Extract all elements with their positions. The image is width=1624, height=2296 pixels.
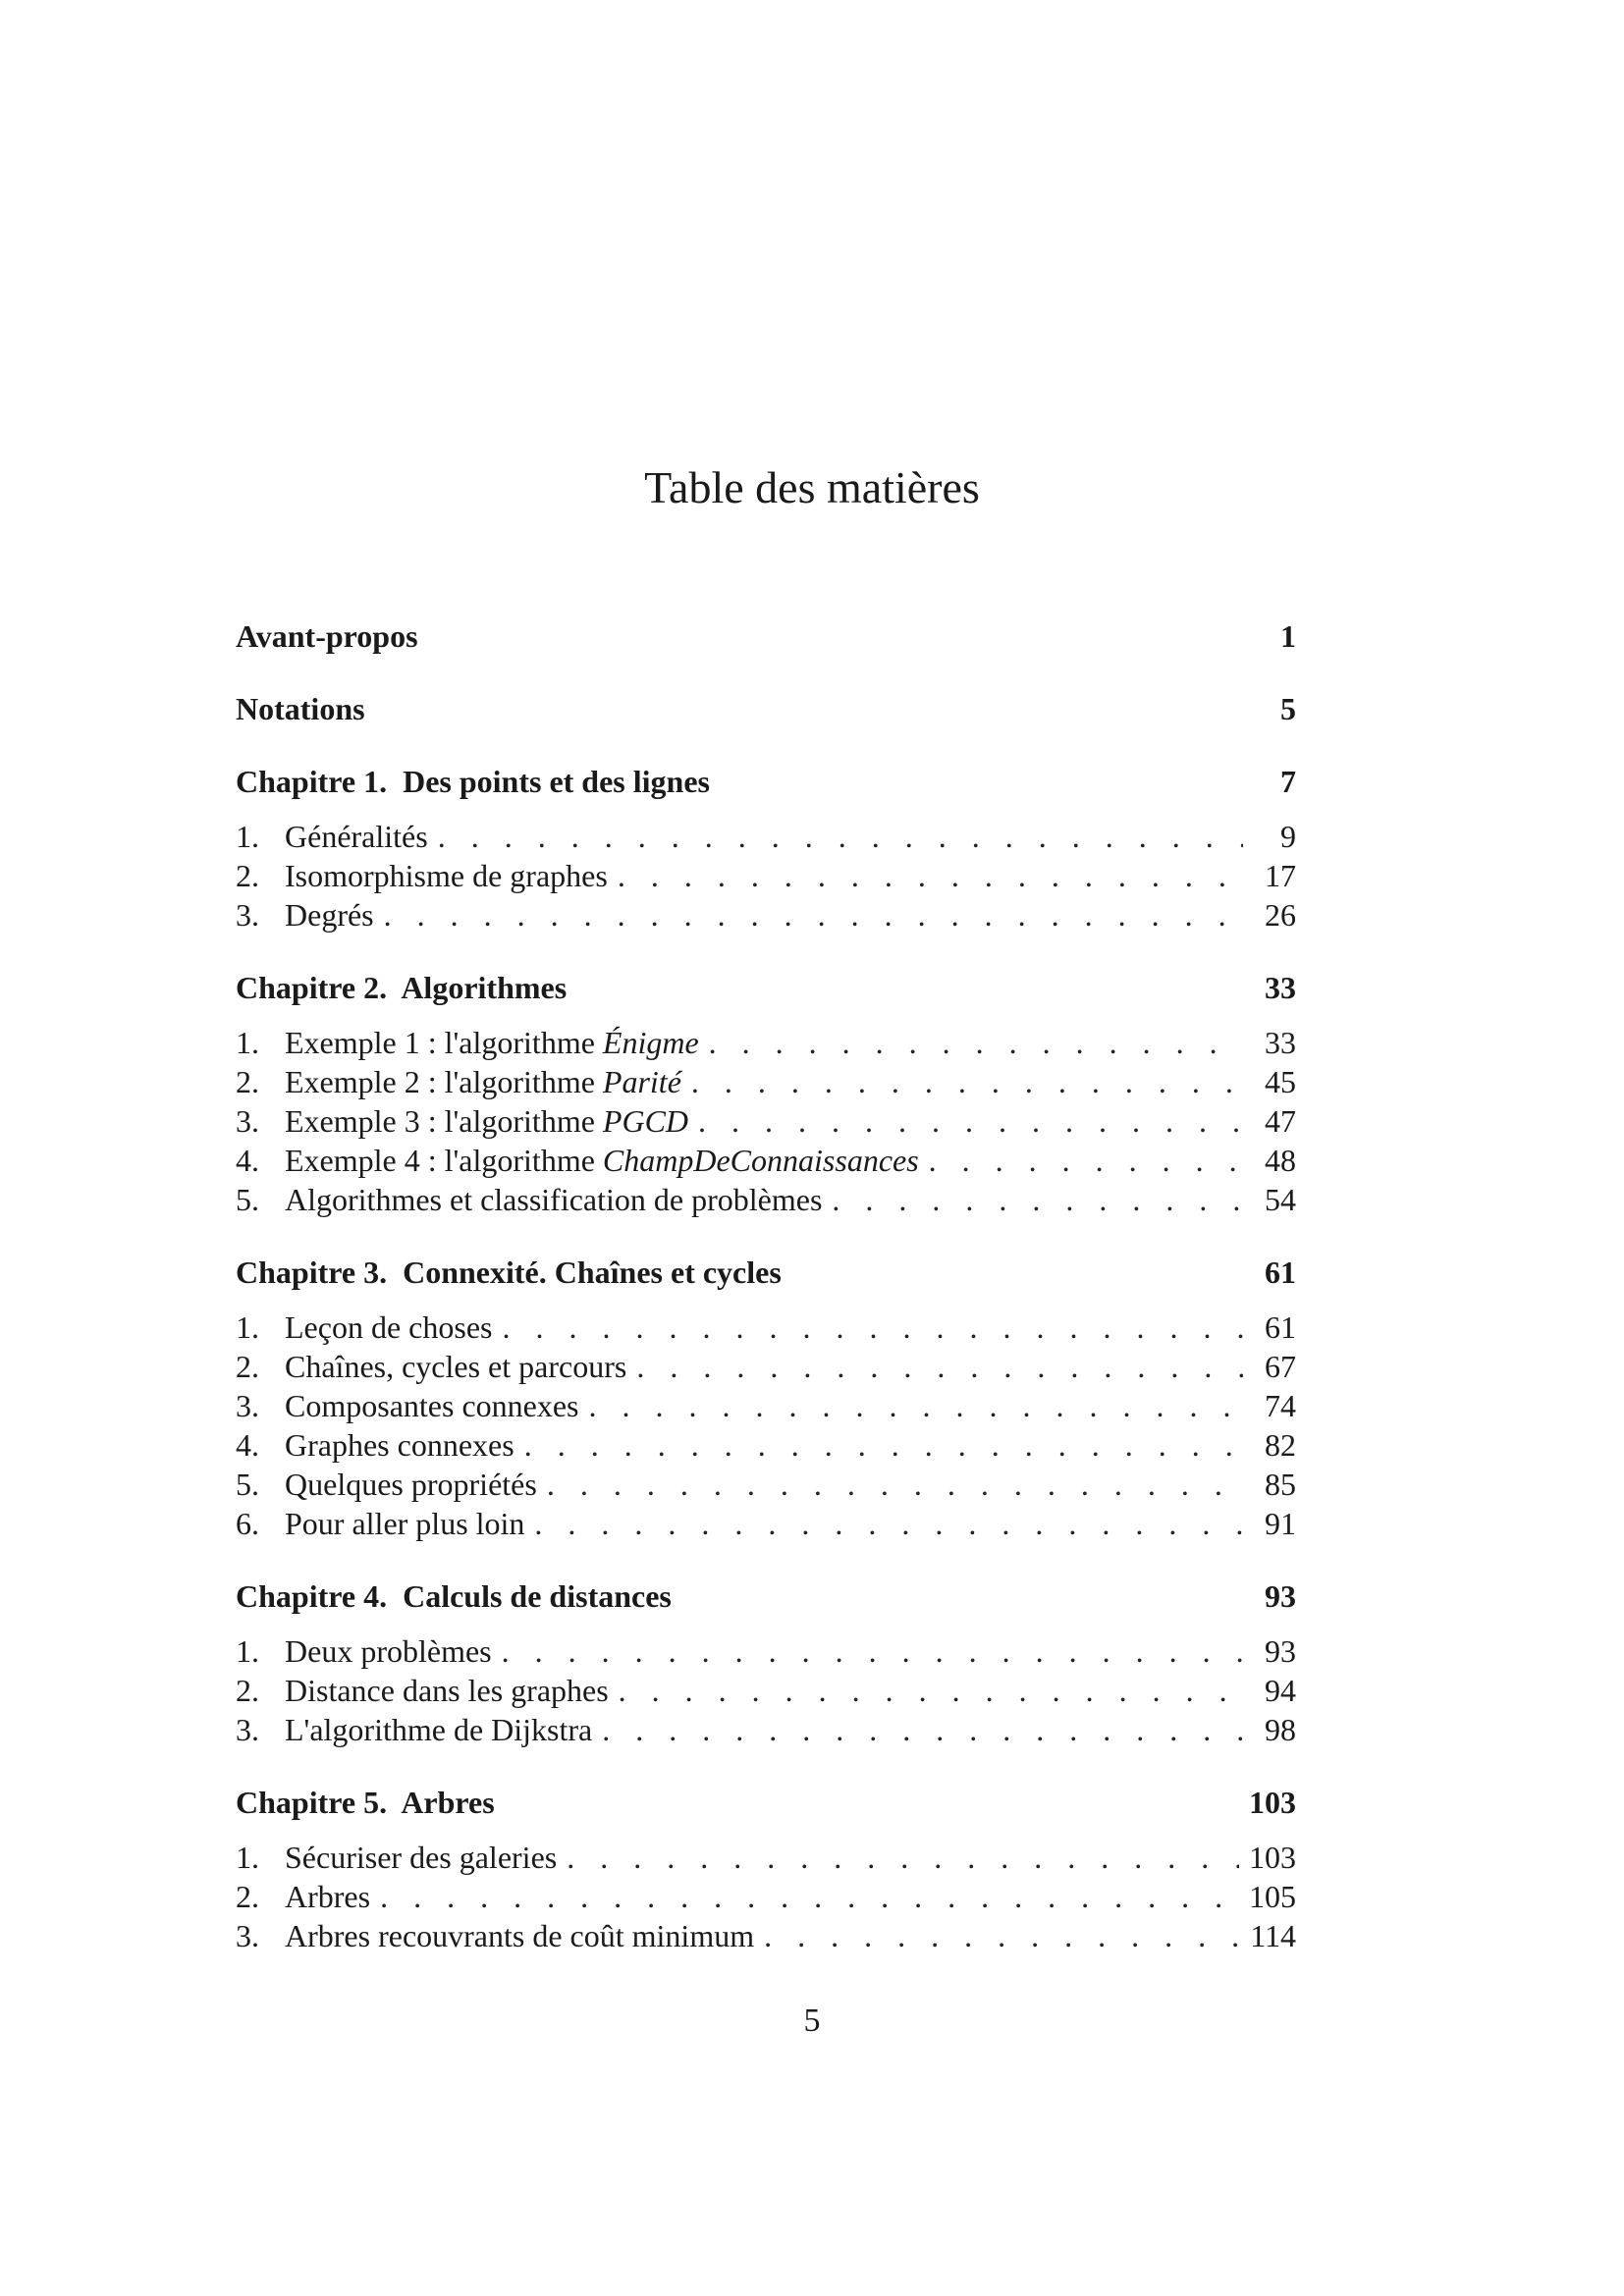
section-number: 1.: [236, 1840, 259, 1875]
section-title-italic: ChampDeConnaissances: [602, 1143, 919, 1178]
toc-entry[interactable]: [236, 1838, 1296, 1877]
dot-leader: [534, 1504, 1243, 1543]
section-title: [285, 1062, 681, 1101]
section-title: [285, 1347, 626, 1386]
section-title: [285, 1023, 699, 1062]
section-number: 3.: [236, 1388, 259, 1423]
section-title-text: Exemple 2 : l'algorithme: [285, 1064, 603, 1099]
section-title-text: Leçon de choses: [285, 1309, 493, 1345]
dot-leader: [589, 1386, 1244, 1425]
section-page: 9: [1280, 819, 1296, 854]
section-title: [285, 1101, 688, 1141]
section-title-text: Arbres: [285, 1879, 371, 1914]
chapter-heading[interactable]: [236, 1253, 1296, 1292]
chapter-title: Chapitre 5. Arbres: [236, 1785, 495, 1820]
section-number: 5.: [236, 1182, 259, 1217]
section-page: 114: [1250, 1918, 1296, 1953]
section-title-italic: PGCD: [602, 1103, 689, 1139]
section-page: 48: [1265, 1143, 1296, 1178]
toc-entry[interactable]: [236, 1180, 1296, 1219]
section-number: 3.: [236, 1712, 259, 1747]
page-title: Table des matières: [644, 462, 980, 512]
dot-leader: [832, 1180, 1243, 1219]
entry-title: Avant-propos: [236, 618, 418, 654]
section-title-italic: Énigme: [602, 1025, 699, 1060]
section-number: 1.: [236, 1309, 259, 1345]
section-number: 1.: [236, 819, 259, 854]
section-number: 1.: [236, 1025, 259, 1060]
dot-leader: [764, 1916, 1240, 1955]
section-page: 94: [1265, 1673, 1296, 1708]
dot-leader: [709, 1023, 1243, 1062]
section-page: 17: [1265, 858, 1296, 893]
section-title-text: Pour aller plus loin: [285, 1506, 525, 1541]
dot-leader: [547, 1465, 1243, 1504]
chapter-heading[interactable]: [236, 968, 1296, 1007]
section-page: 98: [1265, 1712, 1296, 1747]
section-title-text: Graphes connexes: [285, 1427, 514, 1463]
section-title-text: Isomorphisme de graphes: [285, 858, 608, 893]
toc-entry[interactable]: [236, 1141, 1296, 1180]
section-title: [285, 895, 374, 934]
dot-leader: [618, 856, 1243, 895]
dot-leader: [619, 1671, 1243, 1710]
chapter-page: 7: [1280, 764, 1296, 799]
toc-entry[interactable]: [236, 817, 1296, 856]
chapter-page: 103: [1249, 1785, 1296, 1820]
chapter-list: [236, 762, 1296, 1955]
toc-entry[interactable]: [236, 1710, 1296, 1749]
section-title-text: Exemple 3 : l'algorithme: [285, 1103, 603, 1139]
section-title: [285, 1386, 579, 1425]
section-number: 2.: [236, 1064, 259, 1099]
section-page: 93: [1265, 1633, 1296, 1669]
section-title-text: Quelques propriétés: [285, 1467, 537, 1502]
dot-leader: [636, 1347, 1243, 1386]
dot-leader: [524, 1425, 1243, 1465]
section-number: 2.: [236, 858, 259, 893]
section-page: 26: [1265, 897, 1296, 933]
section-number: 2.: [236, 1673, 259, 1708]
section-title: [285, 1308, 492, 1347]
page-number: 5: [803, 2002, 821, 2039]
toc-entry[interactable]: [236, 1916, 1296, 1955]
section-number: 4.: [236, 1427, 259, 1463]
section-number: 2.: [236, 1349, 259, 1384]
section-title-text: Généralités: [285, 819, 428, 854]
entry-page: 5: [1280, 691, 1296, 726]
section-title-italic: Parité: [602, 1064, 681, 1099]
dot-leader: [698, 1101, 1243, 1141]
section-title: [285, 1877, 370, 1916]
chapter-heading[interactable]: [236, 762, 1296, 801]
chapter-page: 33: [1265, 970, 1296, 1005]
section-number: 6.: [236, 1506, 259, 1541]
section-page: 74: [1265, 1388, 1296, 1423]
section-title-text: Deux problèmes: [285, 1633, 492, 1669]
toc-entry[interactable]: [236, 1504, 1296, 1543]
section-title: [285, 1710, 592, 1749]
section-number: 3.: [236, 1918, 259, 1953]
section-page: 103: [1249, 1840, 1296, 1875]
toc-entry[interactable]: [236, 1465, 1296, 1504]
section-title: [285, 1916, 754, 1955]
chapter-block: [236, 1576, 1296, 1749]
section-page: 67: [1265, 1349, 1296, 1384]
chapter-block: [236, 1783, 1296, 1955]
toc-entry[interactable]: [236, 1425, 1296, 1465]
dot-leader: [602, 1710, 1243, 1749]
dot-leader: [380, 1877, 1239, 1916]
section-number: 1.: [236, 1633, 259, 1669]
toc-entry-notations[interactable]: [236, 689, 1296, 728]
toc-entry[interactable]: [236, 1308, 1296, 1347]
section-page: 85: [1265, 1467, 1296, 1502]
section-number: 3.: [236, 897, 259, 933]
section-title: [285, 856, 608, 895]
chapter-heading[interactable]: [236, 1576, 1296, 1616]
toc-entry[interactable]: [236, 1877, 1296, 1916]
section-page: 45: [1265, 1064, 1296, 1099]
section-page: 47: [1265, 1103, 1296, 1139]
toc-entry[interactable]: [236, 856, 1296, 895]
section-number: 4.: [236, 1143, 259, 1178]
section-title-text: Algorithmes et classification de problèmes: [285, 1182, 823, 1217]
toc-entry-avant-propos[interactable]: [236, 616, 1296, 656]
section-title: [285, 1141, 919, 1180]
dot-leader: [384, 895, 1243, 934]
section-page: 91: [1265, 1506, 1296, 1541]
section-title-text: Composantes connexes: [285, 1388, 579, 1423]
section-page: 54: [1265, 1182, 1296, 1217]
section-title: [285, 1425, 514, 1465]
table-of-contents: [236, 616, 1296, 1989]
toc-entry[interactable]: [236, 1386, 1296, 1425]
chapter-title: Chapitre 1. Des points et des lignes: [236, 764, 710, 799]
section-title: [285, 817, 428, 856]
toc-entry[interactable]: [236, 1023, 1296, 1062]
section-page: 61: [1265, 1309, 1296, 1345]
section-number: 3.: [236, 1103, 259, 1139]
dot-leader: [929, 1141, 1243, 1180]
dot-leader: [438, 817, 1243, 856]
section-page: 33: [1265, 1025, 1296, 1060]
section-page: 105: [1249, 1879, 1296, 1914]
section-title-text: Distance dans les graphes: [285, 1673, 609, 1708]
toc-entry[interactable]: [236, 1347, 1296, 1386]
dot-leader: [691, 1062, 1243, 1101]
section-title: [285, 1838, 557, 1877]
section-title-text: Degrés: [285, 897, 374, 933]
section-title-text: Chaînes, cycles et parcours: [285, 1349, 627, 1384]
section-page: 82: [1265, 1427, 1296, 1463]
section-number: 5.: [236, 1467, 259, 1502]
toc-entry[interactable]: [236, 1101, 1296, 1141]
chapter-block: [236, 1253, 1296, 1543]
entry-title: Notations: [236, 691, 365, 726]
section-title: [285, 1631, 492, 1671]
chapter-title: Chapitre 3. Connexité. Chaînes et cycles: [236, 1255, 782, 1290]
section-title: [285, 1465, 537, 1504]
entry-page: 1: [1280, 618, 1296, 654]
toc-entry[interactable]: [236, 895, 1296, 934]
section-title: [285, 1180, 822, 1219]
section-title: [285, 1671, 609, 1710]
section-title-text: Exemple 4 : l'algorithme: [285, 1143, 603, 1178]
section-title: [285, 1504, 524, 1543]
chapter-heading[interactable]: [236, 1783, 1296, 1822]
toc-entry[interactable]: [236, 1062, 1296, 1101]
chapter-page: 93: [1265, 1578, 1296, 1614]
toc-entry[interactable]: [236, 1631, 1296, 1671]
dot-leader: [502, 1308, 1243, 1347]
chapter-title: Chapitre 4. Calculs de distances: [236, 1578, 672, 1614]
dot-leader: [567, 1838, 1239, 1877]
toc-entry[interactable]: [236, 1671, 1296, 1710]
chapter-page: 61: [1265, 1255, 1296, 1290]
section-title-text: Sécuriser des galeries: [285, 1840, 558, 1875]
dot-leader: [502, 1631, 1243, 1671]
section-title-text: Arbres recouvrants de coût minimum: [285, 1918, 755, 1953]
chapter-title: Chapitre 2. Algorithmes: [236, 970, 568, 1005]
chapter-block: [236, 968, 1296, 1219]
section-title-text: L'algorithme de Dijkstra: [285, 1712, 593, 1747]
section-number: 2.: [236, 1879, 259, 1914]
section-title-text: Exemple 1 : l'algorithme: [285, 1025, 603, 1060]
chapter-block: [236, 762, 1296, 934]
